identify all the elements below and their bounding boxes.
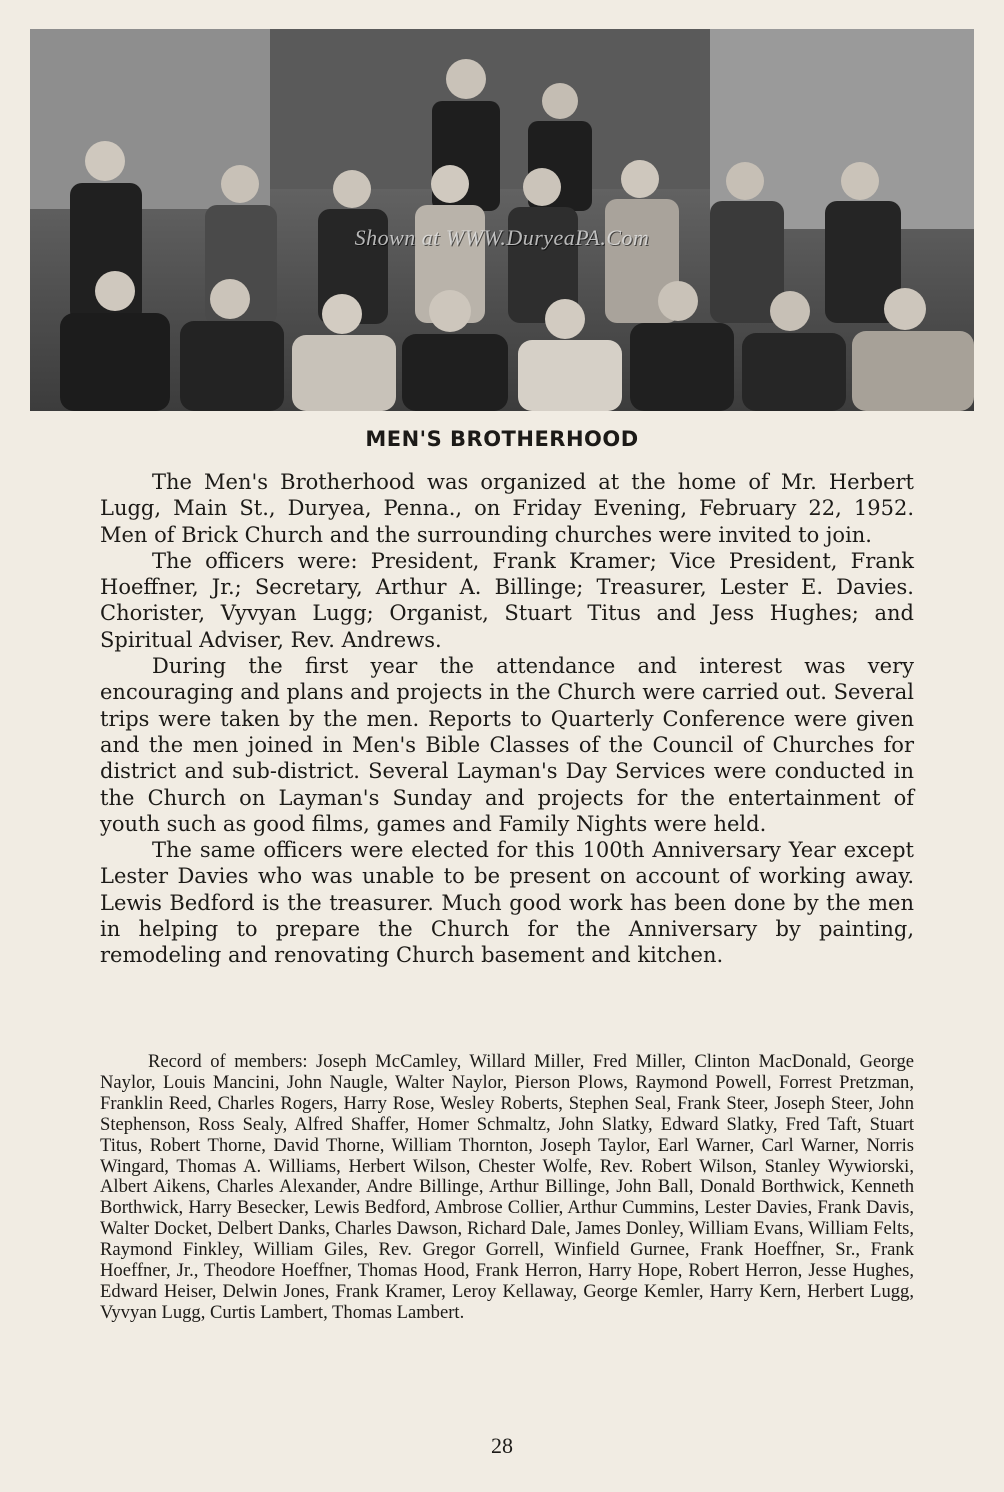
paragraph-first-year: During the first year the attendance and interest was very encouraging and plans and projects in the Church were carried out. Several trips were taken by the men. Reports to Quarterly Conference were given and the men joined in Men's Bible Classes of the Council of Churches for district and sub-district. Several Layman's Day Services were conducted in the Church on Layman's Sunday and projects for the entertainment of youth such as good films, games and Family Nights were held.	[100, 654, 914, 836]
article-body	[100, 469, 914, 969]
member-record: Record of members: Joseph McCamley, Willard Miller, Fred Miller, Clinton MacDonald, George Naylor, Louis Mancini, John Naugle, Walter Naylor, Pierson Plows, Raymond Powell, Forrest Pretzman, Franklin Reed, Charles Rogers, Harry Rose, Wesley Roberts, Stephen Seal, Frank Steer, Joseph Steer, John Stephenson, Ross Sealy, Alfred Shaffer, Homer Schmaltz, John Slatky, Edward Slatky, Fred Taft, Stuart Titus, Robert Thorne, David Thorne, William Thornton, Joseph Taylor, Earl Warner, Carl Warner, Norris Wingard, Thomas A. Williams, Herbert Wilson, Chester Wolfe, Rev. Robert Wilson, Stanley Wywiorski, Albert Aikens, Charles Alexander, Andre Billinge, Arthur Billinge, John Ball, Donald Borthwick, Kenneth Borthwick, Harry Besecker, Lewis Bedford, Ambrose Collier, Arthur Cummins, Lester Davies, Frank Davis, Walter Docket, Delbert Danks, Charles Dawson, Richard Dale, James Donley, William Evans, William Felts, Raymond Finkley, William Giles, Rev. Gregor Gorrell, Winfield Gurnee, Frank Hoeffner, Sr., Frank Hoeffner, Jr., Theodore Hoeffner, Thomas Hood, Frank Herron, Harry Hope, Robert Herron, Jesse Hughes, Edward Heiser, Delwin Jones, Frank Kramer, Leroy Kellaway, George Kemler, Harry Kern, Herbert Lugg, Vyvyan Lugg, Curtis Lambert, Thomas Lambert.	[100, 1051, 914, 1323]
paragraph-officers: The officers were: President, Frank Kramer; Vice President, Frank Hoeffner, Jr.; Secretary, Arthur A. Billinge; Treasurer, Lester E. Davies. Chorister, Vyvyan Lugg; Organist, Stuart Titus and Jess Hughes; and Spiritual Adviser, Rev. Andrews.	[100, 548, 914, 652]
paragraph-anniversary: The same officers were elected for this 100th Anniversary Year except Lester Davies who was unable to be present on account of working away. Lewis Bedford is the treasurer. Much good work has been done by the men in helping to prepare the Church for the Anniversary by painting, remodeling and renovating Church basement and kitchen.	[100, 838, 914, 968]
group-photo	[30, 29, 974, 411]
photo-watermark: Shown at WWW.DuryeaPA.Com	[354, 225, 650, 250]
paragraph-organization: The Men's Brotherhood was organized at the home of Mr. Herbert Lugg, Main St., Duryea, Penna., on Friday Evening, February 22, 1952. Men of Brick Church and the surrounding churches were invited to join.	[100, 470, 914, 547]
page-title: MEN'S BROTHERHOOD	[365, 427, 639, 451]
group-photo-illustration	[30, 29, 974, 411]
page-number: 28	[491, 1433, 513, 1458]
